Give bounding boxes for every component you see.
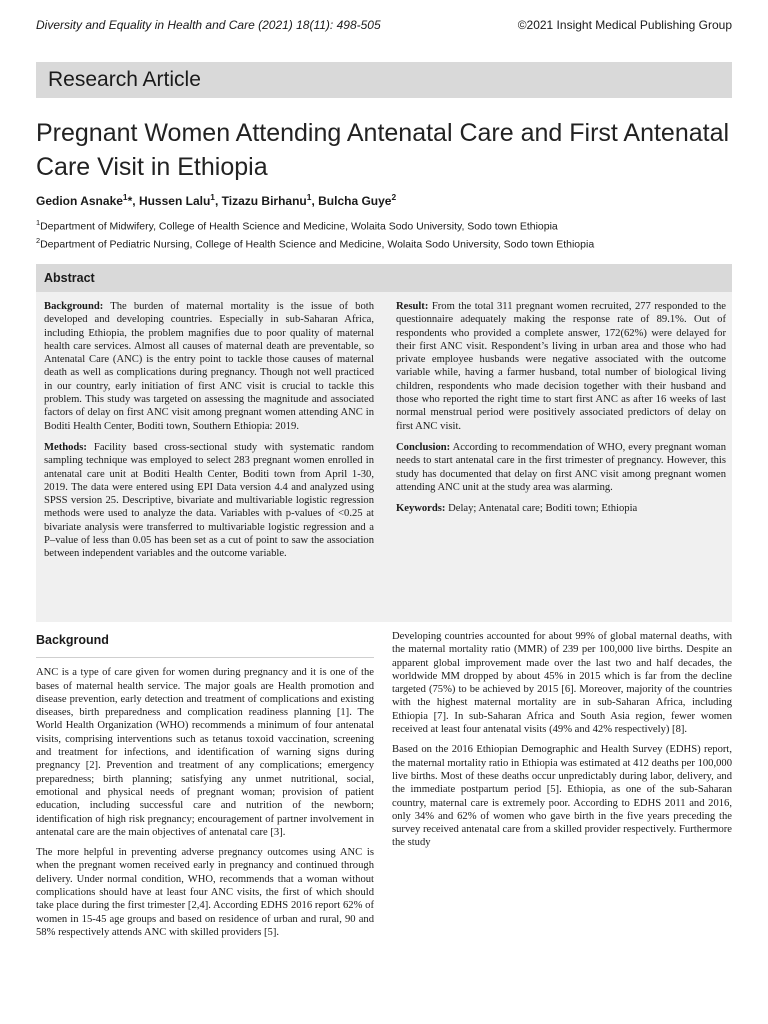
author-name: Gedion Asnake [36,194,123,208]
running-header [36,18,732,38]
background-label: Background: [44,301,104,312]
author-affiliation-number: 1 [122,192,128,202]
keywords-label: Keywords: [396,503,446,515]
author-list [36,192,732,208]
author-separator: , [214,194,222,208]
result-label: Result: [396,301,429,312]
author-name: Tizazu Birhanu [221,194,307,208]
abstract-keywords [396,502,726,515]
body-column-right [392,630,732,857]
publisher-copyright: ©2021 Insight Medical Publishing Group [517,18,732,32]
result-text: From the total 311 pregnant women recruited, 277 responded to the questionnaire adequately making the response rate of 89.1%. Out of respondents who provided a complete answer, 172(62%) were delayed for their first ANC visit. Respondent’s living in urban area and those who had private employee husbands were negative associated with the outcome variable while, having a farmer husband, total number of biological living children, respondents who made decision together with their husband and those who reported the right time to start first ANC as after 16 weeks of last normal menstrual period were positively associated predictors of delay on first ANC visit. [396,301,726,432]
affiliation-text: Department of Pediatric Nursing, College of Health Science and Medicine, Wolaita Sodo University, Sodo town Ethiopia [40,238,595,251]
body-paragraph: The more helpful in preventing adverse pregnancy outcomes using ANC is when the pregnant women received early in pregnancy and continued through delivery. Under normal condition, WHO, recommends that a woman without complications should have at least four ANC visits, the first of which should take place during the first trimester [2,4]. According EDHS 2016 report 62% of women in 15-45 age groups and based on residence of urban and rural, 90 and 58% respectively attends ANC with skilled providers [5]. [36,847,374,938]
abstract-column-left [44,300,374,569]
author-name: Bulcha Guye [318,194,392,208]
abstract-box [36,264,732,622]
journal-citation: Diversity and Equality in Health and Care (2021) 18(11): 498-505 [36,18,381,32]
affiliation-text: Department of Midwifery, College of Health Science and Medicine, Wolaita Sodo University, Sodo town Ethiopia [40,220,558,233]
abstract-result [396,300,726,433]
methods-label: Methods: [44,441,87,453]
abstract-methods [44,441,374,561]
affiliation-number: 2 [36,236,41,245]
methods-text: Facility based cross-sectional study with systematic random sampling technique was employed to select 283 pregnant women enrolled in antenatal care unit at Boditi Health Center, Boditi town from April 1-30, 2019. The data were entered using EPI Data version 4.4 and analyzed using SPSS version 25. Descriptive, bivariate and multivariable logistic regression methods were used to analyze the data. Variables with p-values of <0.25 at bivariate analysis were transferred to multivariable logistic regression and a P–value of less than 0.05 has been set as a cut of point to saw the association between independent variables and the outcome variable. [44,441,374,560]
background-text: The burden of maternal mortality is the issue of both developed and developing countries. Especially in sub-Saharan Africa, including Ethiopia, the problem magnifies due to poor quality of maternal health care services. Almost all causes of maternal death are preventable, so Antenatal Care (ANC) is the entry point to tackle those causes of maternal death as well as complications during pregnancy. Though not well practiced in our country, early initiation of first ANC visit is crucial to tackle this problem. This study was targeted on assessing the magnitude and associated factors of delay on first ANC visit among pregnant women attending ANC in Boditi Health Center, Boditi town, Southern Ethiopia: 2019. [44,301,374,432]
author-affiliation-number: 2 [391,192,397,202]
body-paragraph: Developing countries accounted for about 99% of global maternal deaths, with the maternal mortality ratio (MMR) of 239 per 100,000 live births. Despite an apparent global improvement made over the last two and half decades, the worldwide MM dropped by about 45% in 2015 which is far from the decline targeted (75%) to be achieved by 2015 [6]. Moreover, majority of the countries with the highest maternal mortality are in sub-Saharan Africa, including Ethiopia [7]. In sub-Saharan Africa and South Asia region, fewer women received at least four antenatal visits (49% and 42% respectively) [8]. [392,631,732,736]
affiliation [36,236,732,251]
section-heading-background: Background [36,634,374,658]
article-title: Pregnant Women Attending Antenatal Care and First Antenatal Care Visit in Ethiopia [36,119,730,181]
abstract-background [44,300,374,433]
abstract-column-right [396,300,726,523]
author-separator: , [132,194,139,208]
body-paragraph: ANC is a type of care given for women during pregnancy and it is one of the bases of maternal health service. The major goals are Health promotion and disease prevention, early detection and treatment of complications and existing diseases, birth preparedness and complication readiness planning [1]. The World Health Organization (WHO) recommends a minimum of four antenatal visits, comprising interventions such as tetanus toxoid vaccination, screening and treatment for infections, and identification of warning signs during pregnancy [2]. Prevention and treatment of any complications; emergency preparedness; birth planning; satisfying any unmet nutritional, social, emotional and physical needs of pregnant woman; provision of patient education, including successful care and nutrition of the newborn; identification of high risk pregnancy; encouragement of partner involvement in antenatal care are the main objectives of antenatal care [3]. [36,667,374,838]
conclusion-text: According to recommendation of WHO, every pregnant woman needs to start antenatal care in the first trimester of pregnancy. However, this study has documented that delay on first ANC visit among pregnant women attending ANC unit at the study area was alarming. [396,441,726,493]
body-column-left [36,630,374,946]
author-affiliation-number: 1 [306,192,312,202]
affiliation [36,218,732,233]
article-type-banner: Research Article [36,62,732,98]
abstract-conclusion [396,441,726,494]
affiliation-number: 1 [36,218,41,227]
body-paragraph: Based on the 2016 Ethiopian Demographic and Health Survey (EDHS) report, the maternal mortality ratio in Ethiopia was estimated at 412 deaths per 100,000 live births. Most of these deaths occur unpredictably during labor, delivery, and the immediate postpartum period [5]. Ethiopia, as one of the sub-Saharan country, maternal care is extremely poor. According to EDHS 2011 and 2016, only 34% and 62% of women who gave birth in the five years preceding the survey received antenatal care from a skilled provider respectively. Furthermore the study [392,744,732,849]
abstract-heading: Abstract [36,264,732,292]
conclusion-label: Conclusion: [396,441,451,453]
author-separator: , [311,194,319,208]
corresponding-mark: * [127,194,133,208]
author-affiliation-number: 1 [210,192,215,202]
author-name: Hussen Lalu [138,194,211,208]
keywords-text: Delay; Antenatal care; Boditi town; Ethiopia [445,503,638,515]
